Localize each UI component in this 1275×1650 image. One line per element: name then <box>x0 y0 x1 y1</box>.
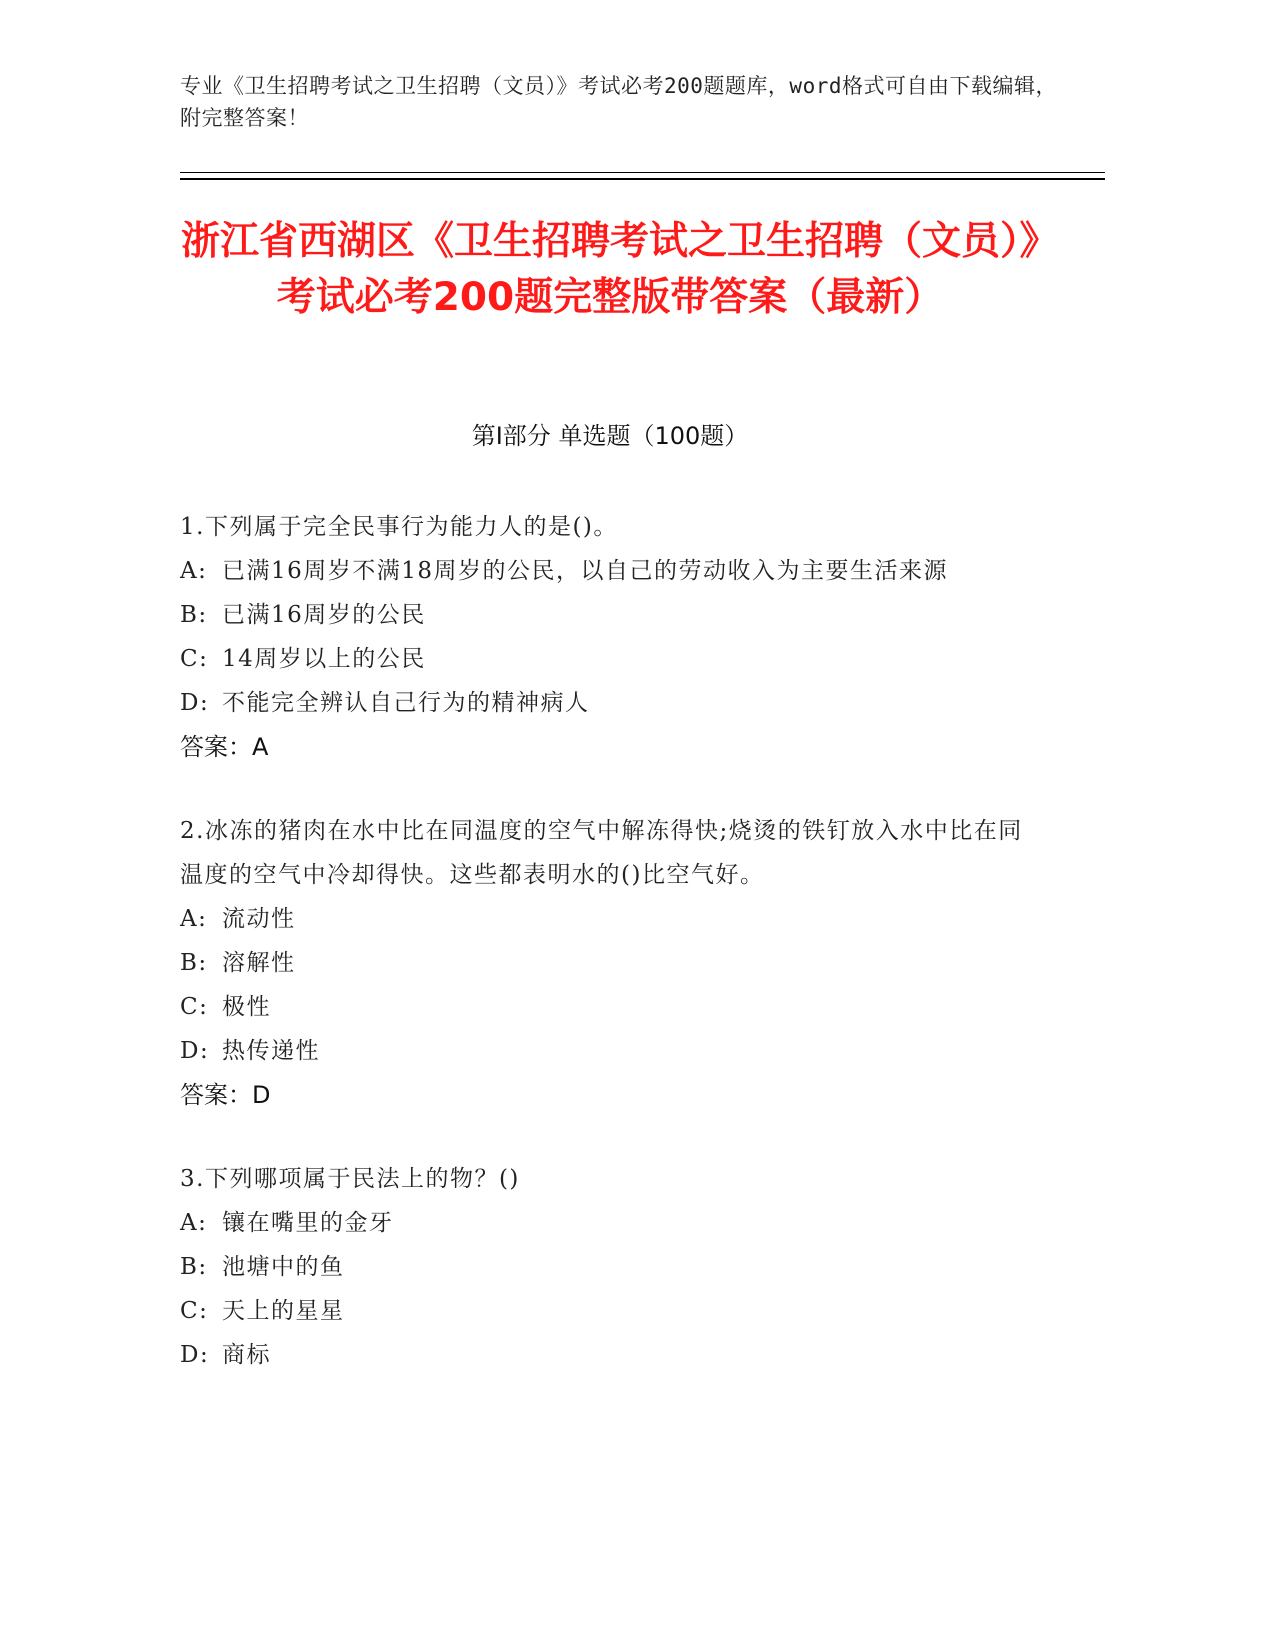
option-text: 已满16周岁的公民 <box>222 602 426 628</box>
option-text: 14周岁以上的公民 <box>222 646 426 672</box>
option-text: 热传递性 <box>222 1038 320 1064</box>
option-key: D: <box>180 690 210 716</box>
option-b <box>180 941 1030 985</box>
option-c <box>180 637 1030 681</box>
option-key: C: <box>180 646 209 672</box>
option-text: 商标 <box>222 1342 271 1368</box>
question-stem: 2.冰冻的猪肉在水中比在同温度的空气中解冻得快;烧烫的铁钉放入水中比在同温度的空气中冷却得快。这些都表明水的()比空气好。 <box>180 818 1023 888</box>
option-key: D: <box>180 1342 210 1368</box>
option-key: A: <box>180 906 208 932</box>
option-text: 流动性 <box>222 906 296 932</box>
header-divider-thick <box>180 178 1105 180</box>
option-key: B: <box>180 950 208 976</box>
document-title: 浙江省西湖区《卫生招聘考试之卫生招聘（文员）》考试必考200题完整版带答案（最新） <box>180 219 1039 320</box>
question-list <box>180 505 1030 1417</box>
section-heading: 第I部分 单选题（100题） <box>471 422 749 450</box>
option-key: B: <box>180 602 208 628</box>
option-c <box>180 985 1030 1029</box>
question-2 <box>180 809 1030 1117</box>
option-text: 镶在嘴里的金牙 <box>222 1210 394 1236</box>
option-d <box>180 1333 1030 1377</box>
question-1 <box>180 505 1030 769</box>
option-key: D: <box>180 1038 210 1064</box>
option-key: A: <box>180 1210 208 1236</box>
option-d <box>180 1029 1030 1073</box>
answer: 答案：A <box>180 733 269 761</box>
option-key: B: <box>180 1254 208 1280</box>
option-a <box>180 549 1030 593</box>
question-stem: 3.下列哪项属于民法上的物？() <box>180 1166 520 1192</box>
option-key: A: <box>180 558 208 584</box>
option-text: 池塘中的鱼 <box>222 1254 345 1280</box>
option-b <box>180 593 1030 637</box>
answer: 答案：D <box>180 1081 271 1109</box>
option-a <box>180 897 1030 941</box>
question-3 <box>180 1157 1030 1377</box>
option-key: C: <box>180 1298 209 1324</box>
header-divider-thin <box>180 172 1105 173</box>
option-d <box>180 681 1030 725</box>
option-b <box>180 1245 1030 1289</box>
option-text: 溶解性 <box>222 950 296 976</box>
intro-text: 专业《卫生招聘考试之卫生招聘（文员）》考试必考200题题库，word格式可自由下载编辑，附完整答案！ <box>180 74 1057 130</box>
option-text: 极性 <box>222 994 271 1020</box>
option-text: 不能完全辨认自己行为的精神病人 <box>222 690 590 716</box>
option-a <box>180 1201 1030 1245</box>
option-text: 已满16周岁不满18周岁的公民，以自己的劳动收入为主要生活来源 <box>222 558 949 584</box>
option-key: C: <box>180 994 209 1020</box>
option-c <box>180 1289 1030 1333</box>
question-stem: 1.下列属于完全民事行为能力人的是()。 <box>180 514 618 540</box>
option-text: 天上的星星 <box>222 1298 345 1324</box>
